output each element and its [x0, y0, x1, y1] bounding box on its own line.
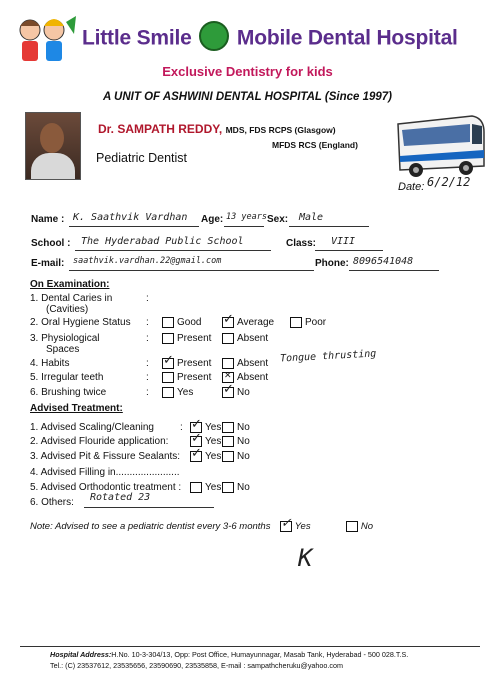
name-value: K. Saathvik Vardhan: [73, 212, 188, 223]
doctor-specialty: Pediatric Dentist: [96, 151, 188, 165]
kids-logo-icon: [10, 12, 80, 67]
treat-orthodontic: 5. Advised Orthodontic treatment :: [30, 482, 182, 493]
doctor-quals: MDS, FDS RCPS (Glasgow): [225, 125, 336, 135]
poor-checkbox[interactable]: [290, 317, 302, 328]
school-value: The Hyderabad Public School: [81, 236, 244, 247]
treat-scaling: 1. Advised Scaling/Cleaning: [30, 422, 154, 433]
treat-sealants: 3. Advised Pit & Fissure Sealants:: [30, 451, 181, 462]
note-yes-checkbox[interactable]: [280, 521, 292, 532]
class-label: Class:: [286, 238, 317, 249]
habits-present-checkbox[interactable]: [162, 358, 174, 369]
bus-icon: [392, 112, 488, 182]
good-checkbox[interactable]: [162, 317, 174, 328]
spaces-present-checkbox[interactable]: [162, 333, 174, 344]
email-label: E-mail:: [31, 258, 65, 269]
exam-oral-hygiene: 2. Oral Hygiene Status: [30, 317, 131, 328]
hospital-title: Little Smile Mobile Dental Hospital: [82, 24, 458, 54]
irregular-present-checkbox[interactable]: [162, 372, 174, 383]
unit-line: A UNIT OF ASHWINI DENTAL HOSPITAL (Since 1997): [102, 91, 393, 103]
treatment-section: Advised Treatment: 1. Advised Scaling/Cleaning : ✓ Yes No 2. Advised Flouride application: ✓ Yes No 3. Advised Pit & Fissure Sealants: ✓ Yes No 4. Advised Filling in....................... 5. Advised Orthodontic treatment : Yes No 6. Others: Rotated 23: [30, 403, 470, 513]
contact-text: Tel.: (C) 23537612, 23535656, 23590690, 23535858, E-mail : sampathcheruku@yahoo.com: [50, 661, 343, 670]
signature: K: [298, 544, 313, 572]
doctor-name: Dr. SAMPATH REDDY, MDS, FDS RCPS (Glasgow): [98, 122, 336, 136]
exam-physiological: 3. Physiological Spaces: [30, 333, 100, 355]
habits-absent-checkbox[interactable]: [222, 358, 234, 369]
exam-brushing: 6. Brushing twice: [30, 387, 107, 398]
smile-badge-icon: [199, 21, 229, 51]
exam-caries: 1. Dental Caries in (Cavities): [30, 293, 113, 315]
ortho-yes-checkbox[interactable]: [190, 482, 202, 493]
sealants-no-checkbox[interactable]: [222, 451, 234, 462]
average-checkbox[interactable]: [222, 317, 234, 328]
treat-fluoride: 2. Advised Flouride application:: [30, 436, 169, 447]
follow-up-note: Note: Advised to see a pediatric dentist every 3-6 months ✓ Yes No: [30, 521, 373, 532]
habits-note: Tongue thrusting: [279, 348, 377, 365]
brushing-yes-checkbox[interactable]: [162, 387, 174, 398]
footer-divider: [20, 646, 480, 647]
doctor-photo: [25, 112, 81, 180]
date-value: 6/2/12: [427, 175, 471, 189]
sex-value: Male: [299, 212, 324, 223]
examination-heading: On Examination:: [30, 279, 110, 290]
exam-habits: 4. Habits: [30, 358, 70, 369]
age-label: Age:: [201, 214, 224, 225]
doctor-quals-2: MFDS RCS (England): [272, 140, 358, 150]
email-value: saathvik.vardhan.22@gmail.com: [73, 256, 222, 266]
name-label: Name :: [31, 214, 65, 225]
spaces-absent-checkbox[interactable]: [222, 333, 234, 344]
tagline: Exclusive Dentistry for kids: [162, 64, 333, 79]
sex-label: Sex:: [267, 214, 289, 225]
phone-label: Phone:: [315, 258, 349, 269]
examination-section: On Examination: 1. Dental Caries in (Cavities) : 2. Oral Hygiene Status : Good ✓ Average Poor 3. Physiological Spaces : Present Absent 4. Habits : ✓ Present Absent Tongue thrusting 5. Irregular teeth : Present ✕ Absent 6. Brushing twice : Yes ✓ No: [30, 279, 470, 399]
exam-irregular-teeth: 5. Irregular teeth: [30, 372, 104, 383]
footer: [50, 649, 490, 671]
address-text: H.No. 10-3-304/13, Opp: Post Office, Humayunnagar, Masab Tank, Hyderabad - 500 028.T.S.: [111, 650, 409, 659]
fluoride-no-checkbox[interactable]: [222, 436, 234, 447]
treat-filling: 4. Advised Filling in.......................: [30, 467, 180, 478]
treatment-heading: Advised Treatment:: [30, 403, 123, 414]
school-label: School :: [31, 238, 71, 249]
date-label: Date:: [398, 181, 425, 193]
treat-others: 6. Others:: [30, 497, 74, 508]
brushing-no-checkbox[interactable]: [222, 387, 234, 398]
class-value: VIII: [331, 236, 356, 247]
note-no-checkbox[interactable]: [346, 521, 358, 532]
scaling-no-checkbox[interactable]: [222, 422, 234, 433]
address-label: Hospital Address:: [50, 650, 112, 659]
age-value: 13 years: [226, 212, 267, 222]
phone-value: 8096541048: [353, 256, 414, 267]
ortho-no-checkbox[interactable]: [222, 482, 234, 493]
sealants-yes-checkbox[interactable]: [190, 451, 202, 462]
others-value: Rotated 23: [90, 492, 151, 503]
